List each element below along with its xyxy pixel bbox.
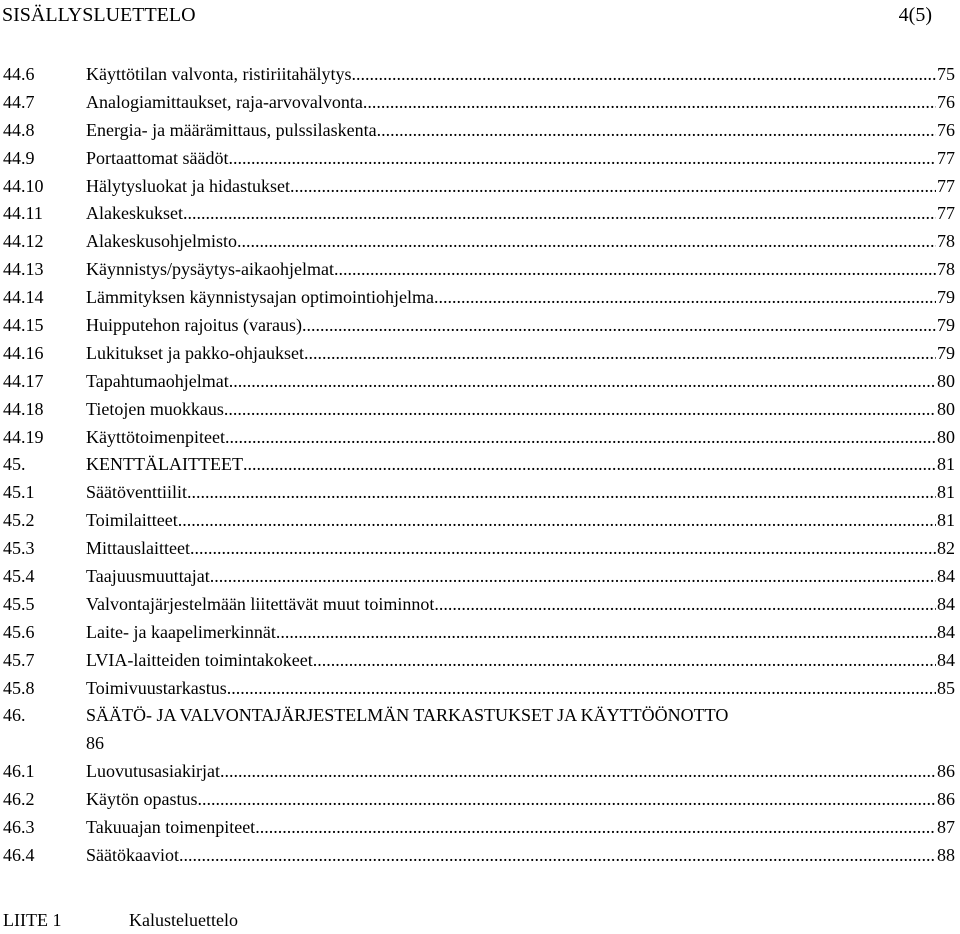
toc-entry-number: 45.1 (3, 482, 35, 503)
toc-entry-number: 45.8 (3, 677, 35, 698)
toc-entry-page: 80 (937, 370, 955, 391)
toc-entry[interactable] (3, 89, 955, 117)
toc-entry-page: 81 (937, 510, 955, 531)
toc-entry-title: Toimivuustarkastus (86, 677, 227, 698)
toc-entry[interactable] (3, 228, 955, 256)
toc-entry-title: Säätöventtiilit (86, 482, 187, 503)
toc-entry-title: Energia- ja määrämittaus, pulssilaskenta (86, 119, 377, 140)
toc-entry-page: 86 (937, 761, 955, 782)
toc-entry-line (86, 507, 955, 535)
toc-entry[interactable] (3, 675, 955, 703)
toc-entry-page: 81 (937, 482, 955, 503)
dot-leader (243, 451, 936, 479)
toc-entry[interactable] (3, 200, 955, 228)
toc-entry-number: 44.8 (3, 119, 35, 140)
toc-entry-page: 78 (937, 259, 955, 280)
dot-leader (304, 340, 936, 368)
toc-entry-number: 46. (3, 705, 26, 726)
toc-entry-title: Huipputehon rajoitus (varaus) (86, 315, 302, 336)
toc-entry-title: Säätökaaviot (86, 845, 179, 866)
table-of-contents (3, 61, 955, 870)
toc-entry[interactable] (3, 507, 955, 535)
toc-entry-page: 84 (937, 593, 955, 614)
toc-entry-title: Takuuajan toimenpiteet (86, 817, 256, 838)
toc-entry-page: 77 (937, 147, 955, 168)
toc-entry-line (86, 228, 955, 256)
dot-leader (224, 396, 936, 424)
toc-entry-line (86, 451, 955, 479)
toc-entry-title: KENTTÄLAITTEET (86, 454, 243, 475)
toc-entry-page: 79 (937, 287, 955, 308)
dot-leader (210, 563, 936, 591)
toc-entry-page: 76 (937, 91, 955, 112)
toc-entry-number: 44.7 (3, 91, 35, 112)
toc-entry-line (86, 284, 955, 312)
toc-entry-line (86, 758, 955, 786)
toc-entry-line (86, 535, 955, 563)
dot-leader (255, 814, 936, 842)
toc-entry-number: 45.2 (3, 510, 35, 531)
dot-leader (434, 284, 936, 312)
toc-entry-line (86, 786, 955, 814)
toc-entry-number: 44.18 (3, 398, 44, 419)
page-indicator: 4(5) (898, 4, 932, 26)
toc-entry-line (86, 424, 955, 452)
toc-entry-number: 46.1 (3, 761, 35, 782)
toc-entry-title: SÄÄTÖ- JA VALVONTAJÄRJESTELMÄN TARKASTUKSET JA KÄYTTÖÖNOTTO (86, 705, 729, 726)
toc-entry-page: 75 (937, 64, 955, 84)
toc-entry[interactable] (3, 61, 955, 89)
toc-entry[interactable] (3, 814, 955, 842)
toc-entry-title: Tietojen muokkaus (86, 398, 224, 419)
toc-entry-number: 44.14 (3, 287, 44, 308)
toc-entry[interactable] (3, 563, 955, 591)
toc-entry-line (86, 479, 955, 507)
toc-entry-number: 45.7 (3, 649, 35, 670)
toc-entry-page: 81 (937, 454, 955, 475)
toc-entry-line (86, 619, 955, 647)
toc-entry-title: Tapahtumaohjelmat (86, 370, 229, 391)
toc-entry-title: Mittauslaitteet (86, 538, 190, 559)
toc-entry-line (86, 340, 955, 368)
toc-entry-page: 76 (937, 119, 955, 140)
dot-leader (377, 117, 936, 145)
toc-entry-number: 45.4 (3, 566, 35, 587)
toc-entry[interactable] (3, 702, 955, 758)
dot-leader (351, 61, 936, 89)
toc-entry-title: Käyttötilan valvonta, ristiriitahälytys (86, 64, 352, 84)
toc-entry-title: LVIA-laitteiden toimintakokeet (86, 649, 313, 670)
toc-entry-title: Lämmityksen käynnistysajan optimointiohjelma (86, 287, 434, 308)
toc-entry-title: Luovutusasiakirjat (86, 761, 220, 782)
toc-entry-page: 80 (937, 426, 955, 447)
toc-entry[interactable] (3, 424, 955, 452)
toc-entry-title: Taajuusmuuttajat (86, 566, 210, 587)
toc-entry-line (86, 591, 955, 619)
dot-leader (183, 200, 936, 228)
toc-entry-line (86, 312, 955, 340)
toc-entry[interactable] (3, 284, 955, 312)
dot-leader (290, 173, 936, 201)
dot-leader (178, 507, 936, 535)
dot-leader (276, 619, 936, 647)
toc-entry-number: 46.2 (3, 789, 35, 810)
toc-entry[interactable] (3, 396, 955, 424)
toc-entry-page: 84 (937, 649, 955, 670)
toc-entry-title: Analogiamittaukset, raja-arvovalvonta (86, 91, 363, 112)
toc-entry-title: Portaattomat säädöt (86, 147, 229, 168)
toc-entry-title: Käytön opastus (86, 789, 198, 810)
toc-entry-page: 79 (937, 342, 955, 363)
dot-leader (237, 228, 936, 256)
toc-entry[interactable] (3, 842, 955, 870)
dot-leader (187, 479, 936, 507)
toc-entry[interactable] (3, 786, 955, 814)
toc-entry[interactable] (3, 173, 955, 201)
toc-entry-page: 77 (937, 203, 955, 224)
toc-entry-page: 80 (937, 398, 955, 419)
toc-entry-number: 44.17 (3, 370, 44, 391)
toc-entry-line (86, 368, 955, 396)
dot-leader (190, 535, 936, 563)
toc-entry[interactable] (3, 368, 955, 396)
toc-entry-number: 44.9 (3, 147, 35, 168)
dot-leader (225, 424, 936, 452)
toc-entry-line (86, 396, 955, 424)
toc-entry-number: 46.4 (3, 845, 35, 866)
appendix-label: LIITE 1 (3, 910, 62, 930)
toc-entry-title: Toimilaitteet (86, 510, 178, 531)
page-title: SISÄLLYSLUETTELO (2, 4, 196, 26)
toc-entry-line (86, 145, 955, 173)
toc-entry-number: 46.3 (3, 817, 35, 838)
toc-entry-number: 45.5 (3, 593, 35, 614)
toc-entry-title: Alakeskusohjelmisto (86, 231, 237, 252)
toc-entry-line (86, 200, 955, 228)
appendix-entry (3, 908, 403, 932)
toc-entry[interactable] (3, 535, 955, 563)
dot-leader (179, 842, 936, 870)
toc-entry-number: 44.10 (3, 175, 44, 196)
toc-entry-title: Lukitukset ja pakko-ohjaukset (86, 342, 304, 363)
toc-entry-page: 84 (937, 566, 955, 587)
toc-entry[interactable] (3, 619, 955, 647)
toc-entry-number: 44.16 (3, 342, 44, 363)
dot-leader (198, 786, 937, 814)
toc-entry-line (86, 256, 955, 284)
dot-leader (229, 368, 936, 396)
dot-leader (227, 675, 936, 703)
dot-leader (302, 312, 936, 340)
toc-entry[interactable] (3, 758, 955, 786)
toc-entry-number: 44.12 (3, 231, 44, 252)
dot-leader (434, 591, 936, 619)
toc-entry[interactable] (3, 145, 955, 173)
toc-entry-title: Hälytysluokat ja hidastukset (86, 175, 290, 196)
dot-leader (228, 145, 936, 173)
toc-entry[interactable] (3, 479, 955, 507)
toc-entry[interactable] (3, 647, 955, 675)
toc-entry-page: 85 (937, 677, 955, 698)
toc-entry-line (86, 563, 955, 591)
toc-entry-page: 84 (937, 621, 955, 642)
toc-entry-number: 44.15 (3, 315, 44, 336)
toc-entry-page: 78 (937, 231, 955, 252)
toc-entry-page: 79 (937, 315, 955, 336)
toc-entry-number: 45. (3, 454, 26, 475)
toc-entry[interactable] (3, 256, 955, 284)
toc-entry[interactable] (3, 312, 955, 340)
toc-entry-line (86, 117, 955, 145)
toc-entry-page: 86 (86, 733, 104, 754)
toc-entry[interactable] (3, 591, 955, 619)
toc-entry-number: 45.3 (3, 538, 35, 559)
toc-entry-title: Laite- ja kaapelimerkinnät (86, 621, 276, 642)
toc-entry-title: Käyttötoimenpiteet (86, 426, 225, 447)
toc-entry-title: Alakeskukset (86, 203, 183, 224)
toc-entry-line (86, 89, 955, 117)
dot-leader (334, 256, 936, 284)
dot-leader (363, 89, 936, 117)
toc-entry-line (86, 173, 955, 201)
toc-entry-number: 44.11 (3, 203, 43, 224)
toc-entry[interactable] (3, 451, 955, 479)
toc-entry-page: 82 (937, 538, 955, 559)
toc-entry-number: 45.6 (3, 621, 35, 642)
toc-entry-line (86, 842, 955, 870)
toc-entry-page: 77 (937, 175, 955, 196)
toc-entry-title: Valvontajärjestelmään liitettävät muut toiminnot (86, 593, 435, 614)
toc-entry-number: 44.19 (3, 426, 44, 447)
toc-entry-page: 87 (937, 817, 955, 838)
dot-leader (220, 758, 936, 786)
toc-entry-line (86, 814, 955, 842)
toc-entry-line (86, 675, 955, 703)
toc-entry-line (86, 61, 955, 89)
dot-leader (313, 647, 936, 675)
toc-entry[interactable] (3, 117, 955, 145)
appendix-title: Kalusteluettelo (129, 910, 238, 930)
toc-entry-number: 44.6 (3, 64, 35, 84)
toc-entry-line (86, 647, 955, 675)
toc-entry-page: 86 (937, 789, 955, 810)
toc-entry-page: 88 (937, 845, 955, 866)
toc-entry-number: 44.13 (3, 259, 44, 280)
page-header (2, 2, 932, 28)
toc-entry[interactable] (3, 340, 955, 368)
toc-entry-title: Käynnistys/pysäytys-aikaohjelmat (86, 259, 334, 280)
